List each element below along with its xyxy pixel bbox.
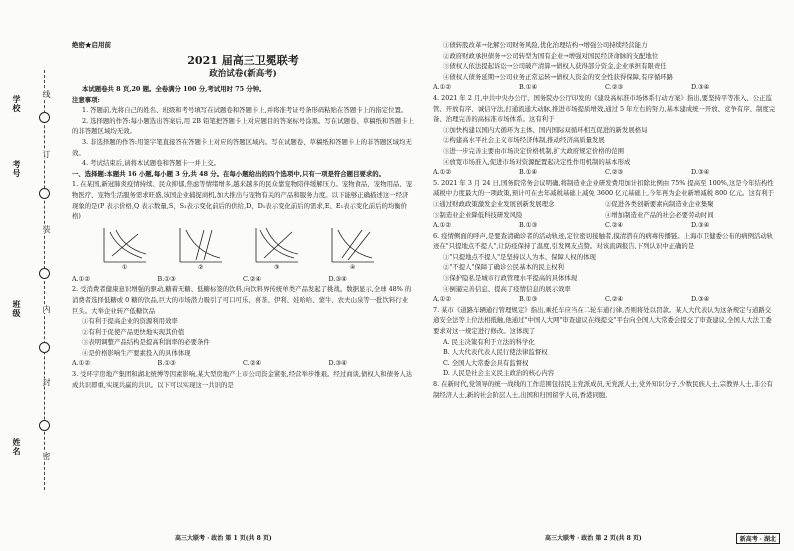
option: A.①②	[72, 274, 91, 283]
option: C.②④	[243, 359, 262, 368]
page-subtitle: 政治试卷(新高考)	[209, 69, 277, 79]
option: B.①③	[519, 295, 538, 304]
option: B.①③	[157, 274, 176, 283]
label-exam-no: 考号	[12, 160, 22, 178]
option: A.①②	[433, 83, 452, 92]
option: B.①③	[519, 221, 538, 230]
seal-char: 线	[42, 90, 51, 98]
q2-stem: 2. 受消费者健康意识增强的驱动,糖着无糖、低糖标签的饮料,向饮料界传统单类产品发起了挑战。数据显示,全球 48% 的消费者选择低糖或 0 糖的饮品,巨大的市场潜力吸引了可口可乐、喜茶、伊利、娃哈哈、蒙牛、农夫山泉等一批饮料行业巨头。大举企业转产低糖饮品	[72, 285, 412, 315]
q1-graphs	[98, 224, 414, 272]
q7-option: D. 人民是社会主义民主政治的核心内容	[443, 369, 555, 378]
q5-choices-row	[433, 199, 777, 210]
q3-stem: 3. 受环宇房地产集团和湖北统博等因素影响,某大型房地产上市公司资金紧张,经营举步维艰。经过商谈,债权人和债务人达成共识即重,实现共赢的共识。以下可以实现这一共识的是	[72, 370, 413, 389]
q3-choice: ③债权人依法提起诉讼→公司破产清算→债权人获得部分资金,企业承担有限责任	[443, 62, 667, 71]
q3-choice: ②政府财政承担债务→公司转型为国有企业→增强对国民经济命脉的支配地位	[443, 51, 659, 60]
option: A.①②	[433, 168, 452, 177]
q2-choice: ④是价格影响生产要素投入的具体体现	[82, 348, 191, 357]
binding-strip	[0, 0, 60, 551]
option: B.①④	[519, 83, 538, 92]
notice-4: 4. 考试结束后,请将本试题卷和答题卡一并上交。	[82, 159, 220, 168]
footer-left: 高三大联考 · 政治 第 1 页(共 8 页)	[175, 535, 272, 542]
page-title: 2021 届高三卫冕联考	[187, 54, 299, 67]
option: C.②③	[605, 83, 624, 92]
edition-badge: 新高考 · 湖北	[736, 533, 780, 544]
binding-circle	[39, 342, 50, 353]
q6-choice: ③保护隐私是城市行政管理水平提高的具体体现	[443, 274, 578, 283]
seal-char: 密	[42, 452, 51, 460]
notice-3: 3. 非选择题的作答:用签字笔直接答在答题卡上对应的答题区域内。写在试题卷、草稿纸和答题卡上的非答题区域均无效。	[72, 137, 412, 157]
option: D.③④	[328, 359, 347, 368]
supply-demand-graph	[174, 224, 226, 270]
q5-stem: 5. 2021 年 3 月 24 日,国务院常务会议明确,将制造业企业研发费用加计扣除比例由 75% 提高至 100%,这是今年结构性减税中力度最大的一项政策,预计可在去年减税基础上减免 3600 亿元基础上,今年再为企业新增减税 800 亿元。这有利于	[433, 178, 775, 198]
q1-options	[72, 274, 414, 285]
q3-options	[433, 82, 777, 93]
q4-choice: ③进一步完善主要由市场决定价格机制,扩大政府规定价格的范围	[443, 146, 624, 155]
q6-options	[433, 294, 777, 305]
q4-options	[433, 167, 777, 178]
q4-choice: ④放宽市场准入,促进市场对资源配置起决定性作用机制的基本形成	[443, 157, 631, 166]
option: B.①③	[157, 359, 176, 368]
notice-2: 2. 选择题的作答:每小题选出答案后,用 2B 铅笔把答题卡上对应题目的答案标号涂黑。写在试题卷、草稿纸和答题卡上的非答题区域均无效。	[72, 116, 414, 136]
q4-choice: ①加快构建以国内大循环为主体、国内国际双循环相互促进的新发展格局	[443, 125, 648, 134]
q2-options	[72, 358, 414, 369]
q5-choice: ①通过财政政策激发企业发展创新发展理念	[433, 199, 555, 208]
seal-char: 装	[42, 225, 51, 233]
q5-choice: ③制造业企业降低科技研发风险	[433, 210, 523, 219]
option: D.③④	[691, 295, 710, 304]
q5-choice: ②促进各类创新要素向制造业企业集聚	[605, 199, 714, 208]
option: C.②④	[605, 221, 624, 230]
q6-choice: ④倒逼完善信息、提高了疫情信息的展示效率	[443, 284, 571, 293]
q6-stem: 6. 疫情侧面的呼声,是要查清确诊者的活动轨迹,定位密切接触者,摸清潜在的病毒传播链。上海市卫健委公布的病例活动轨迹在"只提地点不提人",让防疫保持了温度,引发网友点赞。对该流调报告,下列认识中正确的是	[433, 231, 774, 251]
q2-choice: ①有利于提高企业的资源利用效率	[82, 317, 178, 326]
section-heading: 一、选择题:本题共 16 小题,每小题 3 分,共 48 分。在每小题给出的四个选项中,只有一项是符合题目要求的。	[72, 169, 386, 178]
option: A.①②	[433, 221, 452, 230]
graph-label: ④	[350, 263, 356, 270]
notice-1: 1. 答题前,先将自己的姓名、班级和考号填写在试题卷和答题卡上,并将准考证号条形码粘贴在答题卡上的指定位置。	[82, 106, 408, 115]
option: B.①④	[519, 168, 538, 177]
q7-stem: 7. 某市《道路车辆通行管理规定》指出,乘托车应当在二轮车通行律,否则将处以罚款。某人大代表认为这条规定与道路交通安全法等上位法相抵触,他通过"中国人大网"审查建议在线提交"平台向全国人大常委会提交了审查建议,全国人大法工委要求对这一规定进行修改。这体现了	[433, 305, 772, 336]
q2-choice: ②有利于促使产品更快地实现其价值	[82, 327, 185, 336]
option: A.①②	[433, 295, 452, 304]
left-column	[72, 84, 414, 390]
q6-choice: ②"不提人"保障了确诊公民基本的民主权利	[443, 263, 564, 272]
q7-option: C. 全国人大常委会具有监督权	[443, 358, 529, 367]
option: C.②④	[605, 295, 624, 304]
label-school: 学校	[12, 95, 22, 113]
exam-info: 本试题卷共 8 页,20 题。全卷满分 100 分,考试用时 75 分钟。	[82, 85, 266, 93]
q6-choice: ①"只提地点不提人"是坚持以人为本、保障人权的体现	[443, 252, 596, 261]
q8-stem: 8. 在新时代,党领导的统一战线的工作范围包括民主党派成员,无党派人士,党外知识分子,少数民族人士,宗教界人士,非公有制经济人士,新的社会阶层人士,出国和归国留学人员,香港同胞,	[433, 380, 773, 399]
footer-right: 高三大联考 · 政治 第 2 页(共 8 页)	[545, 535, 642, 542]
supply-demand-graph	[250, 224, 302, 270]
seal-char: 封	[42, 378, 51, 386]
option: D.③④	[691, 83, 710, 92]
graph-label: ①	[122, 263, 128, 270]
q5-choice: ④增加制造业产品的社会必要劳动时间	[605, 210, 714, 219]
option: D.③④	[691, 221, 710, 230]
q7-option: A. 民主决策有利于立法的科学化	[443, 337, 535, 346]
supply-demand-graph	[326, 224, 378, 270]
q5-choices-row	[433, 210, 777, 221]
q2-choice: ③表明调整产品结构是提高利润率的必要条件	[82, 338, 210, 347]
q1-stem: 1. 在某国,新冠肺炎疫情持续、民众抑郁,焦虑等情绪增多,越来越多的民众靠宠物陪伴缓解压力。宠物食品、宠物用品、宠物医疗、宠物生活服务需求旺盛,该国企业捕捉商机,加大推出与宠物有关的产品和服务力度。以下能够正确描述这一经济现象的是(P 表示价格,Q 表示数量,S、S₁表示变化前后的供给,D、D₁表示变化前后的需求,E、E₁表示变化前后的均衡价格)	[72, 180, 413, 221]
option: C.②④	[243, 274, 262, 283]
q5-options	[433, 220, 777, 231]
q4-choice: ②构建高水平社会主义市场经济体制,推动经济高质量发展	[443, 136, 605, 145]
secret-mark: 绝密★启用前	[72, 41, 111, 49]
option: A.①②	[72, 359, 91, 368]
binding-circle	[39, 112, 50, 123]
seal-char: 订	[42, 150, 51, 158]
q4-stem: 4. 2021 年 2 月,中共中央办公厅、国务院办公厅印发的《建设高标准市场体系行动方案》指出,要坚持平等准入、公正监管、开放有序、诚信守法,打通流通大动脉,推进市场提质增效,通过 5 年左右的努力,基本建成统一开放、竞争有序、制度完备、治理完善的高标准市场体系。这有利于	[433, 93, 776, 124]
binding-circle	[39, 188, 50, 199]
label-name: 姓名	[12, 438, 22, 456]
binding-circle	[39, 420, 50, 431]
supply-demand-graph	[98, 224, 150, 270]
option: D.③④	[691, 168, 710, 177]
q3-choice: ①债转股改革→化解公司财务风险,优化治理结构→增强公司持续经营能力	[443, 41, 648, 49]
label-class: 班级	[12, 300, 22, 318]
binding-circle	[39, 268, 50, 279]
graph-label: ②	[198, 263, 204, 270]
right-column	[433, 40, 777, 400]
option: D.③④	[328, 274, 347, 283]
notice-title: 注意事项:	[72, 95, 100, 104]
graph-label: ③	[274, 263, 280, 270]
option: C.②③	[605, 168, 624, 177]
q7-option: B. 人大代表代表人民行使法律监督权	[443, 348, 548, 357]
seal-char: 内	[42, 305, 51, 313]
q3-choice: ④债权人债务延期→公司业务正常运转→债权人资金的安全性获得保障,有序循环路	[443, 72, 674, 81]
